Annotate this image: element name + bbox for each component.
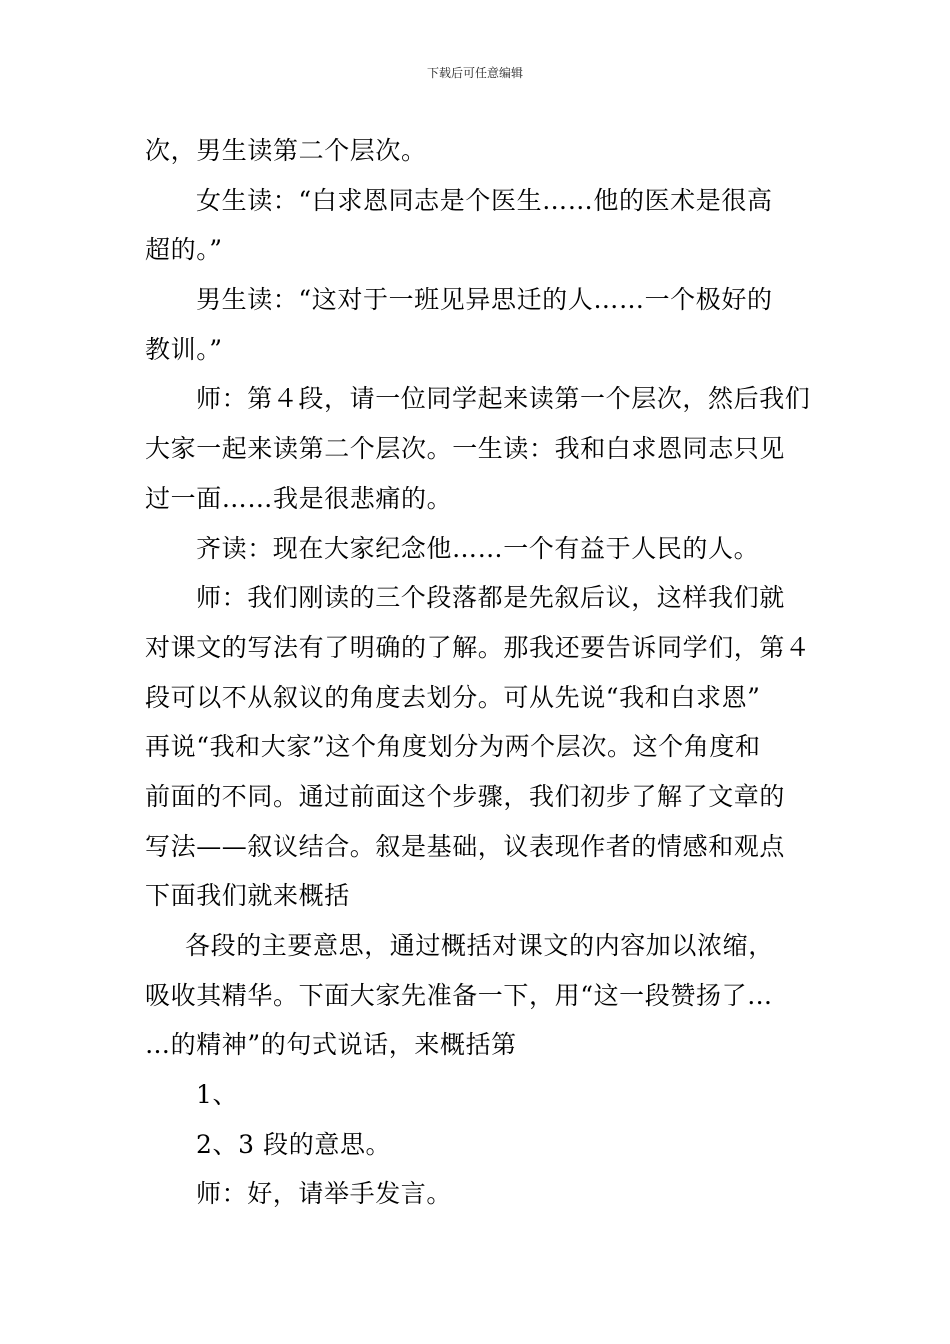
text-line: 大家一起来读第二个层次。一生读：我和白求恩同志只见 xyxy=(145,434,786,464)
text-line: 各段的主要意思，通过概括对课文的内容加以浓缩， xyxy=(185,931,774,960)
text-line: 过一面……我是很悲痛的。 xyxy=(145,483,453,513)
text-line: 再说“我和大家”这个角度划分为两个层次。这个角度和 xyxy=(145,732,761,762)
text-line: 女生读：“白求恩同志是个医生……他的医术是很高 xyxy=(196,185,773,215)
document-body xyxy=(145,126,810,1219)
text-line: 吸收其精华。下面大家先准备一下，用“这一段赞扬了… xyxy=(145,980,773,1010)
text-line: 对课文的写法有了明确的了解。那我还要告诉同学们，第４ xyxy=(145,632,811,662)
text-line: 师：第４段，请一位同学起来读第一个层次，然后我们 xyxy=(196,384,811,414)
text-line: …的精神”的句式说话，来概括第 xyxy=(145,1030,517,1060)
text-line: 段可以不从叙议的角度去划分。可从先说“我和白求恩” xyxy=(145,682,761,712)
text-line: 写法——叙议结合。叙是基础，议表现作者的情感和观点 xyxy=(145,831,786,861)
text-line: 师：好，请举手发言。 xyxy=(196,1179,453,1209)
text-line: 下面我们就来概括 xyxy=(145,881,350,911)
text-line: 次，男生读第二个层次。 xyxy=(145,136,427,165)
text-line: 师：我们刚读的三个段落都是先叙后议，这样我们就 xyxy=(196,583,785,613)
text-line: 齐读：现在大家纪念他……一个有益于人民的人。 xyxy=(196,533,760,563)
text-line: 前面的不同。通过前面这个步骤，我们初步了解了文章的 xyxy=(145,781,786,811)
text-line: 2、3 段的意思。 xyxy=(196,1129,392,1159)
text-line: 超的。” xyxy=(145,235,223,265)
text-line: 教训。” xyxy=(145,334,223,364)
page-header: 下载后可任意编辑 xyxy=(426,66,523,80)
text-line: 男生读：“这对于一班见异思迁的人……一个极好的 xyxy=(196,285,773,315)
text-line: 1、 xyxy=(196,1080,239,1110)
